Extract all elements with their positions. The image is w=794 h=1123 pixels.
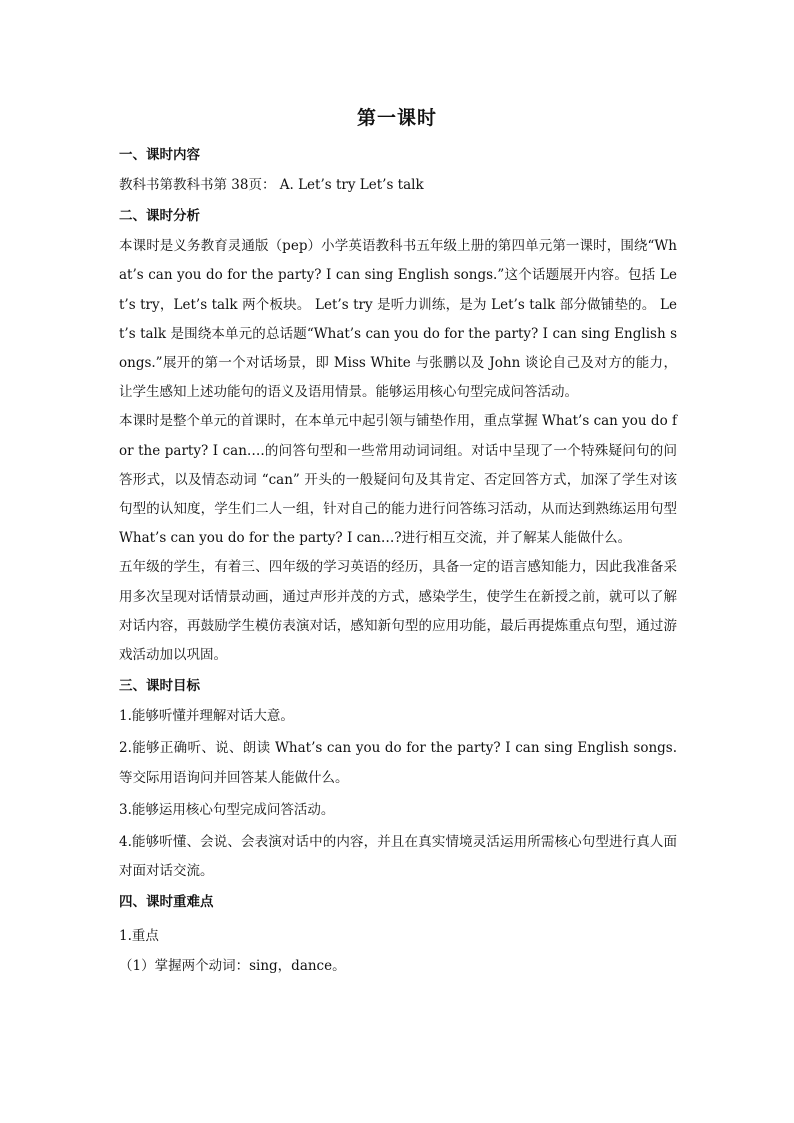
section-content-text: 教科书第教科书第 38页： A. Let’s try Let’s talk bbox=[119, 177, 424, 193]
key-points-subheading: 1.重点 bbox=[119, 928, 159, 945]
section-heading-key-points: 四、课时重难点 bbox=[119, 894, 214, 911]
section-heading-goals: 三、课时目标 bbox=[119, 678, 200, 695]
goal-item: 2.能够正确听、说、朗读 What’s can you do for the party? I can sing English songs.等交际用语询问并回答某人能做什么。 bbox=[119, 740, 677, 786]
analysis-paragraph: 五年级的学生，有着三、四年级的学习英语的经历，具备一定的语言感知能力，因此我准备采用多次呈现对话情景动画，通过声形并茂的方式，感染学生，使学生在新授之前，就可以了解对话内容，再鼓励学生模仿表演对话，感知新句型的应用功能，最后再提炼重点句型，通过游戏活动加以巩固。 bbox=[119, 559, 677, 664]
document-body bbox=[119, 142, 677, 981]
section-heading-analysis: 二、课时分析 bbox=[119, 208, 200, 225]
analysis-paragraph: 本课时是义务教育灵通版（pep）小学英语教科书五年级上册的第四单元第一课时，围绕“What’s can you do for the party? I can sing English songs.”这个话题展开内容。包括 Let’s try，Let’s talk 两个板块。 Let’s try 是听力训练，是为 Let’s talk 部分做铺垫的。 Let’s talk 是围绕本单元的总话题“What’s can you do for the party? I can sing English songs.”展开的第一个对话场景，即 Miss White 与张鹏以及 John 谈论自己及对方的能力，让学生感知上述功能句的语义及语用情景。能够运用核心句型完成问答活动。 bbox=[119, 238, 677, 401]
analysis-paragraph: 本课时是整个单元的首课时，在本单元中起引领与铺垫作用，重点掌握 What’s can you do for the party? I can….的问答句型和一些常用动词词组。对话中呈现了一个特殊疑问句的问答形式，以及情态动词 “can” 开头的一般疑问句及其肯定、否定回答方式，加深了学生对该句型的认知度，学生们二人一组，针对自己的能力进行问答练习活动，从而达到熟练运用句型 What’s can you do for the party? I can…?进行相互交流，并了解某人能做什么。 bbox=[119, 413, 677, 547]
key-point-item: （1）掌握两个动词：sing，dance。 bbox=[119, 958, 346, 975]
goal-item: 4.能够听懂、会说、会表演对话中的内容，并且在真实情境灵活运用所需核心句型进行真人面对面对话交流。 bbox=[119, 834, 677, 880]
section-heading-content: 一、课时内容 bbox=[119, 147, 200, 163]
page-title: 第一课时 bbox=[356, 107, 437, 129]
goal-item: 3.能够运用核心句型完成问答活动。 bbox=[119, 801, 335, 818]
goal-item: 1.能够听懂并理解对话大意。 bbox=[119, 708, 294, 725]
